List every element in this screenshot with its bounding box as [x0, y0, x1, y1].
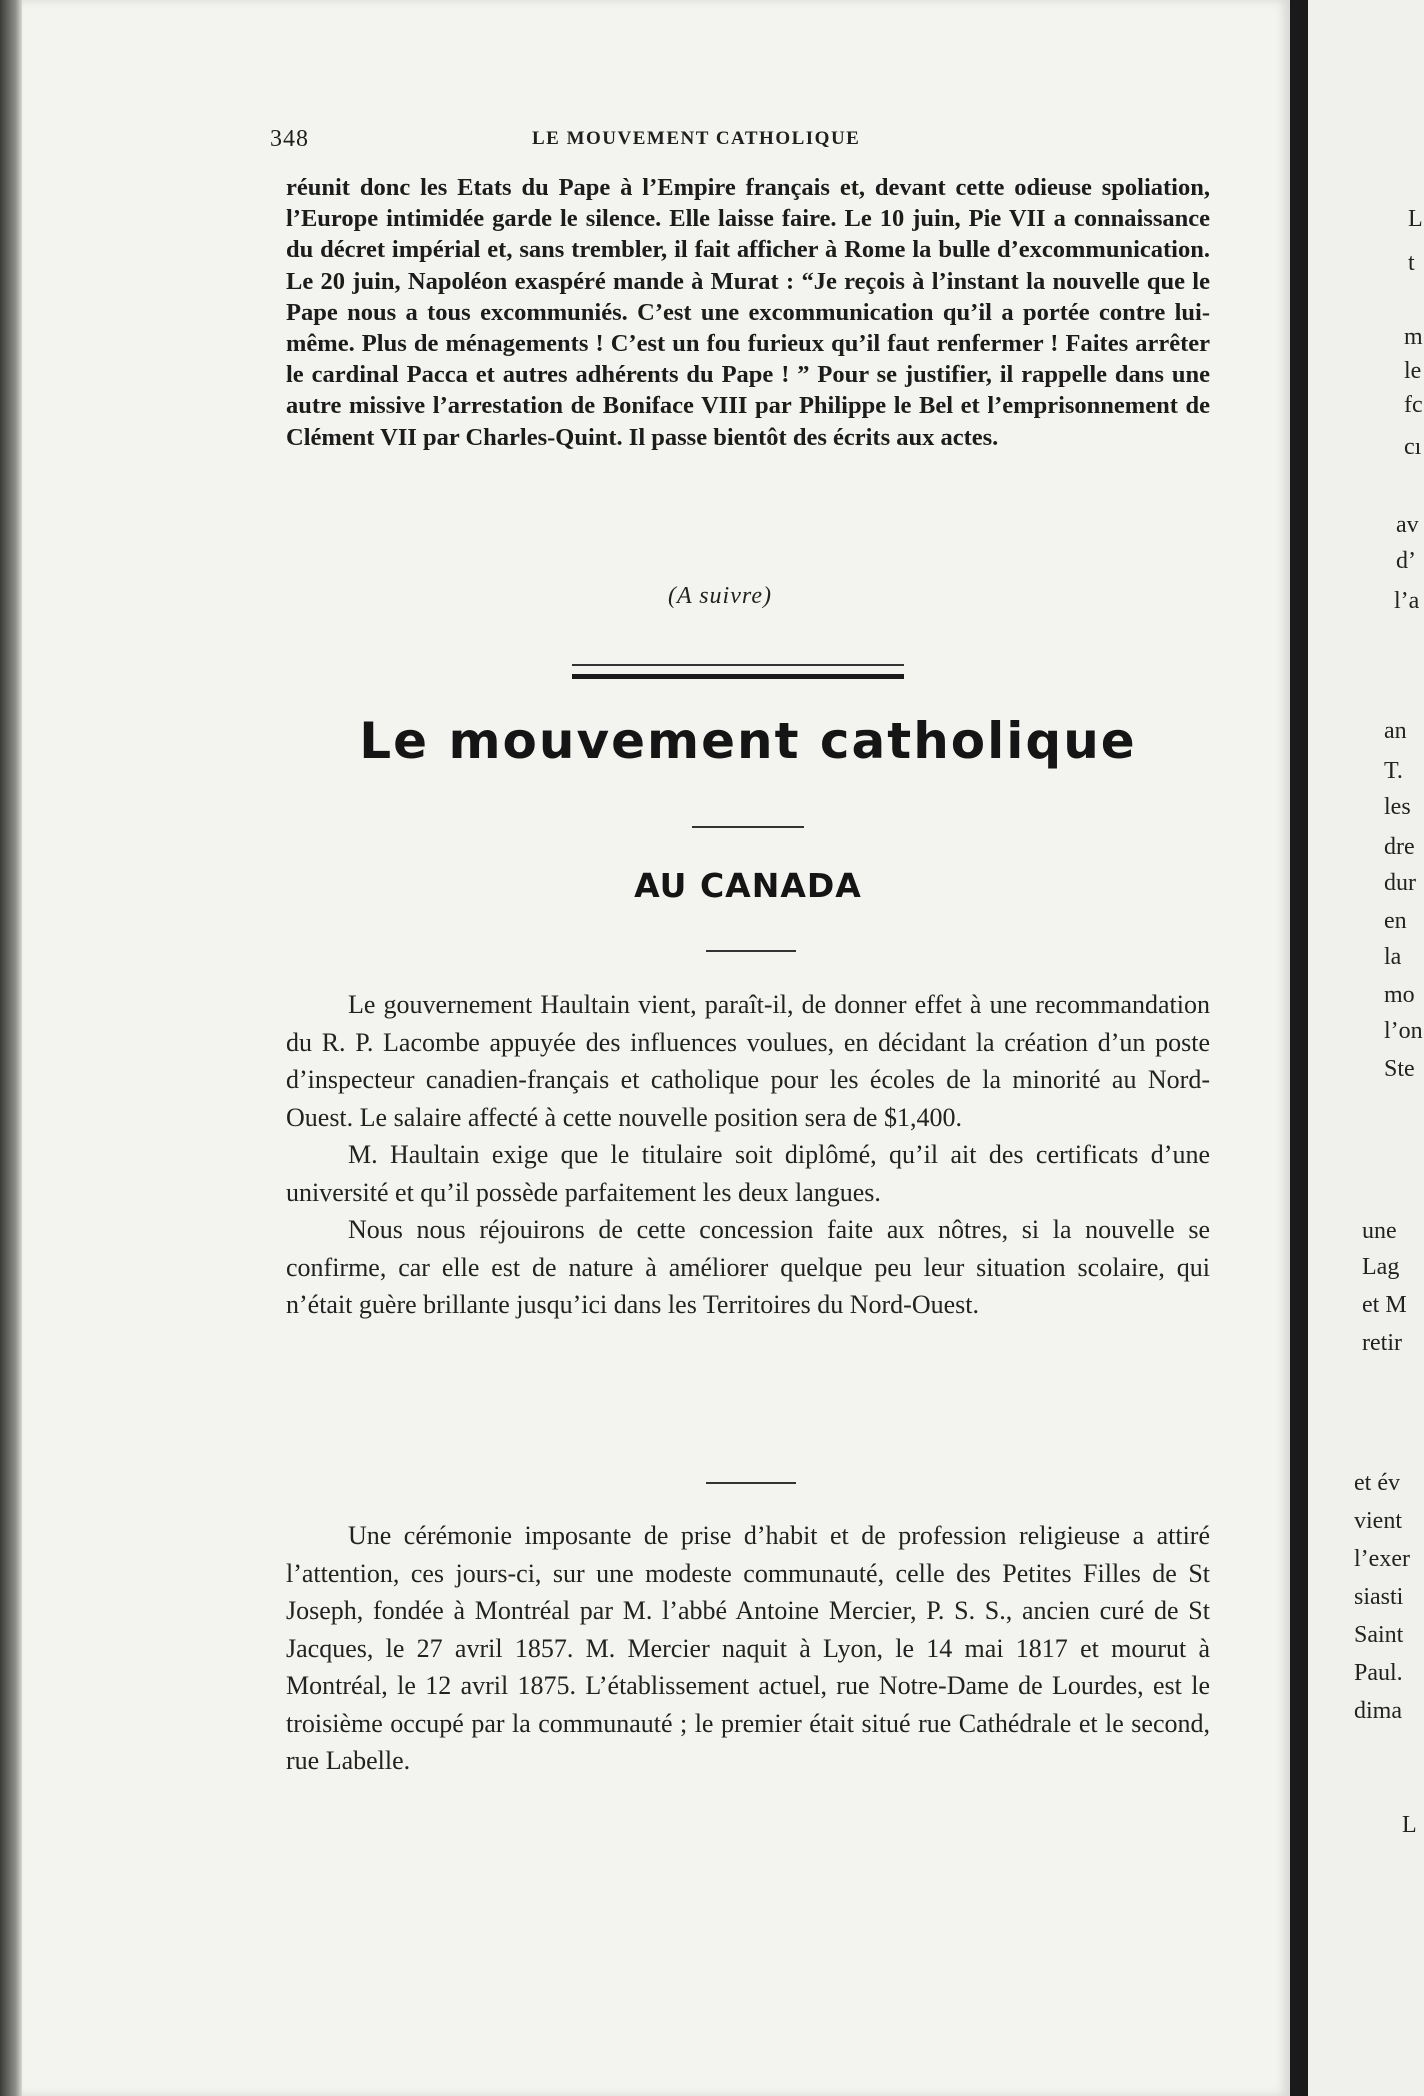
facing-fragment: les	[1384, 794, 1411, 820]
facing-fragment: et M	[1362, 1292, 1407, 1318]
facing-fragment: l’exer	[1354, 1546, 1410, 1572]
facing-fragment: T.	[1384, 758, 1403, 784]
facing-fragment: Paul.	[1354, 1660, 1403, 1686]
continued-article-text	[286, 172, 1210, 453]
facing-fragment: d’	[1396, 548, 1416, 574]
facing-fragment: av	[1396, 512, 1419, 538]
facing-fragment: dima	[1354, 1698, 1402, 1724]
running-title: LE MOUVEMENT CATHOLIQUE	[532, 128, 861, 149]
facing-fragment: fc	[1404, 392, 1423, 418]
page-number: 348	[270, 126, 309, 152]
facing-fragment: l’a	[1394, 588, 1420, 614]
article-haultain	[286, 986, 1210, 1324]
section-separator-rule	[572, 664, 904, 679]
facing-fragment: mo	[1384, 982, 1415, 1008]
book-binding-edge	[0, 0, 22, 2096]
page-gutter-shadow	[1290, 0, 1308, 2096]
facing-fragment: le	[1404, 358, 1422, 384]
facing-fragment: L	[1408, 206, 1423, 232]
facing-fragment: siasti	[1354, 1584, 1404, 1610]
facing-fragment: une	[1362, 1218, 1397, 1244]
continued-paragraph: réunit donc les Etats du Pape à l’Empire français et, devant cette odieuse spoliation, l’Europe intimidée garde le silence. Elle laisse faire. Le 10 juin, Pie VII a connaissance du décret impérial et, sans trembler, il fait afficher à Rome la bulle d’excommunication. Le 20 juin, Napoléon exaspéré mande à Murat : “Je reçois à l’instant la nouvelle que le Pape nous a tous excommuniés. C’est une excommunication qu’il a portée contre lui-même. Plus de ménagements ! C’est un fou furieux qu’il faut renfermer ! Faites arrêter le cardinal Pacca et autres adhérents du Pape ! ” Pour se justifier, il rappelle dans une autre missive l’arrestation de Boniface VIII par Philippe le Bel et l’emprisonnement de Clément VII par Charles-Quint. Il passe bientôt des écrits aux actes.	[286, 174, 1210, 451]
facing-fragment: vient	[1354, 1508, 1402, 1534]
facing-fragment: cı	[1404, 434, 1422, 460]
facing-page-edge	[1308, 0, 1424, 2096]
facing-fragment: t	[1408, 250, 1415, 276]
paragraph: M. Haultain exige que le titulaire soit diplômé, qu’il ait des certificats d’une université et qu’il possède parfaitement les deux langues.	[286, 1140, 1210, 1207]
facing-fragment: m	[1404, 324, 1423, 350]
to-be-continued-note: (A suivre)	[668, 583, 772, 609]
paragraph: Une cérémonie imposante de prise d’habit et de profession religieuse a attiré l’attention, ces jours-ci, sur une modeste communauté, celle des Petites Filles de St Joseph, fondée à Montréal par M. l’abbé Antoine Mercier, P. S. S., ancien curé de St Jacques, le 27 avril 1857. M. Mercier naquit à Lyon, le 14 mai 1817 et mourut à Montréal, le 12 avril 1875. L’établissement actuel, rue Notre-Dame de Lourdes, est le troisième occupé par la communauté ; le premier était situé rue Cathédrale et le second, rue Labelle.	[286, 1521, 1210, 1775]
page-header	[270, 126, 1200, 156]
facing-fragment: dre	[1384, 834, 1415, 860]
title-underline-rule	[692, 826, 804, 828]
paragraph: Le gouvernement Haultain vient, paraît-il, de donner effet à une recommandation du R. P. Lacombe appuyée des influences voulues, en décidant la création d’un poste d’inspecteur canadien-français et catholique pour les écoles de la minorité au Nord-Ouest. Le salaire affecté à cette nouvelle position sera de $1,400.	[286, 990, 1210, 1132]
facing-fragment: et év	[1354, 1470, 1400, 1496]
facing-fragment: Lag	[1362, 1254, 1400, 1280]
subtitle-rule	[706, 950, 796, 952]
article-petites-filles	[286, 1517, 1210, 1780]
paragraph: Nous nous réjouirons de cette concession faite aux nôtres, si la nouvelle se confirme, car elle est de nature à améliorer quelque peu leur situation scolaire, qui n’était guère brillante jusqu’ici dans les Territoires du Nord-Ouest.	[286, 1215, 1210, 1319]
facing-fragment: Saint	[1354, 1622, 1404, 1648]
facing-fragment: Ste	[1384, 1056, 1415, 1082]
facing-fragment: L	[1402, 1812, 1417, 1838]
section-subtitle: AU CANADA	[634, 866, 862, 905]
facing-fragment: dur	[1384, 870, 1416, 896]
facing-fragment: en	[1384, 908, 1407, 934]
facing-fragment: retir	[1362, 1330, 1402, 1356]
facing-fragment: an	[1384, 718, 1407, 744]
facing-fragment: l’on	[1384, 1018, 1423, 1044]
section-title: Le mouvement catholique	[359, 712, 1137, 770]
article-separator-rule	[706, 1482, 796, 1484]
facing-fragment: la	[1384, 944, 1402, 970]
